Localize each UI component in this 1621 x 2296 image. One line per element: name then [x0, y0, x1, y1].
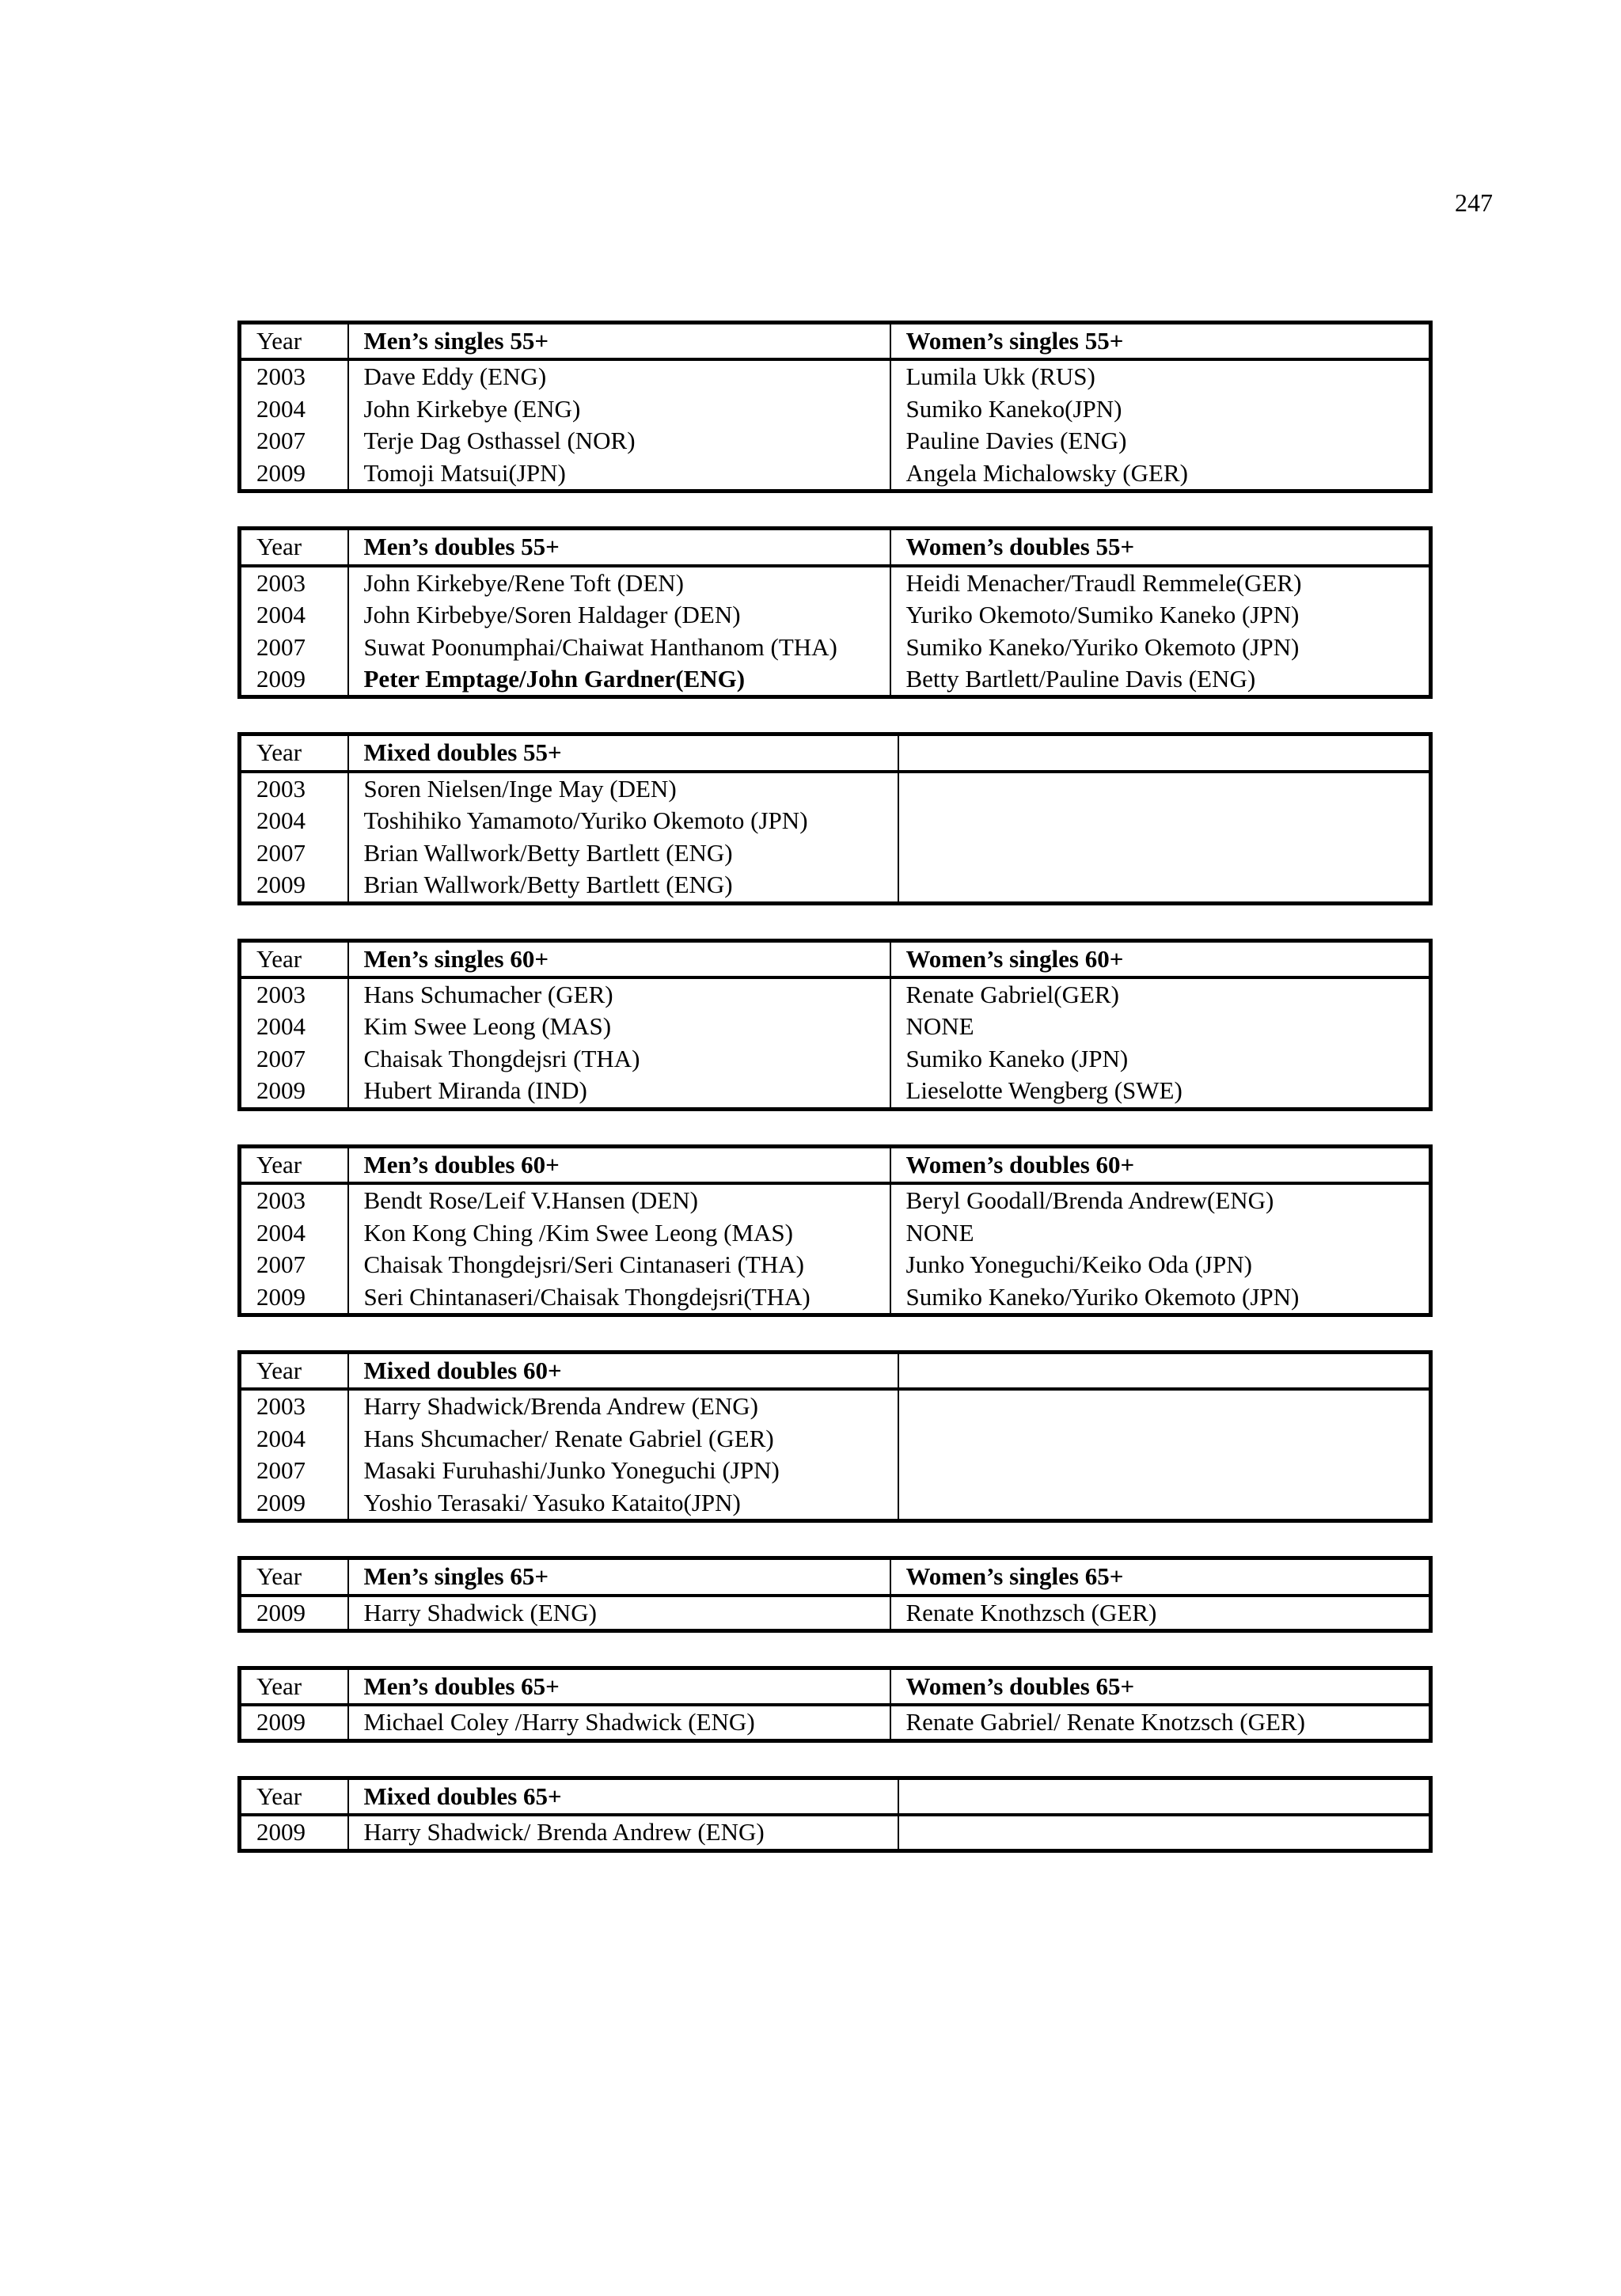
year-cell: 2009 [240, 1281, 348, 1315]
winner-cell: Yoshio Terasaki/ Yasuko Kataito(JPN) [348, 1487, 898, 1521]
category-header: Women’s doubles 65+ [890, 1668, 1431, 1706]
winner-cell: Chaisak Thongdejsri/Seri Cintanaseri (THA) [348, 1249, 890, 1281]
winner-cell: Renate Knothzsch (GER) [890, 1596, 1431, 1631]
table-header-row [240, 1146, 1431, 1183]
table-row [240, 599, 1431, 631]
winner-cell: Sumiko Kaneko/Yuriko Okemoto (JPN) [890, 632, 1431, 663]
winner-cell: Junko Yoneguchi/Keiko Oda (JPN) [890, 1249, 1431, 1281]
year-column-header: Year [240, 323, 348, 360]
year-cell: 2003 [240, 566, 348, 599]
winner-cell: John Kirbebye/Soren Haldager (DEN) [348, 599, 890, 631]
year-cell: 2003 [240, 772, 348, 805]
year-cell: 2009 [240, 1075, 348, 1109]
table-row [240, 1043, 1431, 1075]
category-header: Mixed doubles 55+ [348, 734, 898, 772]
table-row [240, 632, 1431, 663]
winner-cell: Chaisak Thongdejsri (THA) [348, 1043, 890, 1075]
winner-cell: Betty Bartlett/Pauline Davis (ENG) [890, 663, 1431, 697]
table-row [240, 425, 1431, 457]
winner-cell [898, 1815, 1431, 1850]
winner-cell: Hubert Miranda (IND) [348, 1075, 890, 1109]
winner-cell: Pauline Davies (ENG) [890, 425, 1431, 457]
winner-cell: Suwat Poonumphai/Chaiwat Hanthanom (THA) [348, 632, 890, 663]
table-row [240, 1075, 1431, 1109]
year-cell: 2003 [240, 1389, 348, 1422]
table-header-row [240, 529, 1431, 566]
category-header: Women’s doubles 60+ [890, 1146, 1431, 1183]
year-cell: 2009 [240, 1487, 348, 1521]
year-column-header: Year [240, 1668, 348, 1706]
winner-cell: Harry Shadwick (ENG) [348, 1596, 890, 1631]
category-header: Women’s singles 60+ [890, 940, 1431, 977]
winner-cell: NONE [890, 1011, 1431, 1042]
winner-cell: NONE [890, 1217, 1431, 1249]
winner-cell: Beryl Goodall/Brenda Andrew(ENG) [890, 1183, 1431, 1216]
winner-cell [898, 837, 1431, 869]
results-table [237, 732, 1433, 905]
winner-cell: Terje Dag Osthassel (NOR) [348, 425, 890, 457]
winner-cell: Harry Shadwick/ Brenda Andrew (ENG) [348, 1815, 898, 1850]
table-row [240, 1249, 1431, 1281]
winner-cell: Soren Nielsen/Inge May (DEN) [348, 772, 898, 805]
year-cell: 2004 [240, 393, 348, 425]
year-cell: 2009 [240, 663, 348, 697]
table-row [240, 977, 1431, 1011]
category-header [898, 1778, 1431, 1815]
winner-cell: Angela Michalowsky (GER) [890, 457, 1431, 491]
winner-cell: Lieselotte Wengberg (SWE) [890, 1075, 1431, 1109]
year-cell: 2007 [240, 1455, 348, 1486]
table-header-row [240, 1352, 1431, 1389]
winner-cell: Yuriko Okemoto/Sumiko Kaneko (JPN) [890, 599, 1431, 631]
year-column-header: Year [240, 529, 348, 566]
winner-cell [898, 1487, 1431, 1521]
results-table [237, 1144, 1433, 1317]
category-header: Men’s singles 65+ [348, 1558, 890, 1596]
winner-cell: Michael Coley /Harry Shadwick (ENG) [348, 1705, 890, 1740]
table-row [240, 805, 1431, 837]
winner-cell: Tomoji Matsui(JPN) [348, 457, 890, 491]
table-row [240, 869, 1431, 903]
winner-cell: Peter Emptage/John Gardner(ENG) [348, 663, 890, 697]
table-header-row [240, 940, 1431, 977]
results-table [237, 1350, 1433, 1523]
winner-cell: Lumila Ukk (RUS) [890, 359, 1431, 393]
results-table [237, 1556, 1433, 1633]
winner-cell: Hans Schumacher (GER) [348, 977, 890, 1011]
winner-cell: Sumiko Kaneko (JPN) [890, 1043, 1431, 1075]
winner-cell: Renate Gabriel/ Renate Knotzsch (GER) [890, 1705, 1431, 1740]
category-header: Women’s doubles 55+ [890, 529, 1431, 566]
winner-cell: Masaki Furuhashi/Junko Yoneguchi (JPN) [348, 1455, 898, 1486]
winner-cell: Harry Shadwick/Brenda Andrew (ENG) [348, 1389, 898, 1422]
table-row [240, 1389, 1431, 1422]
results-tables [237, 321, 1433, 1853]
winner-cell: Heidi Menacher/Traudl Remmele(GER) [890, 566, 1431, 599]
winner-cell: Brian Wallwork/Betty Bartlett (ENG) [348, 869, 898, 903]
winner-cell: Dave Eddy (ENG) [348, 359, 890, 393]
winner-cell: Seri Chintanaseri/Chaisak Thongdejsri(THA) [348, 1281, 890, 1315]
table-row [240, 1281, 1431, 1315]
category-header: Mixed doubles 60+ [348, 1352, 898, 1389]
year-cell: 2004 [240, 1217, 348, 1249]
table-row [240, 837, 1431, 869]
winner-cell: Sumiko Kaneko(JPN) [890, 393, 1431, 425]
category-header: Mixed doubles 65+ [348, 1778, 898, 1815]
year-cell: 2007 [240, 1043, 348, 1075]
year-cell: 2009 [240, 869, 348, 903]
winner-cell [898, 772, 1431, 805]
year-cell: 2003 [240, 359, 348, 393]
table-row [240, 1596, 1431, 1631]
category-header: Women’s singles 65+ [890, 1558, 1431, 1596]
table-header-row [240, 1558, 1431, 1596]
table-header-row [240, 1668, 1431, 1706]
year-column-header: Year [240, 1146, 348, 1183]
year-cell: 2007 [240, 425, 348, 457]
year-cell: 2009 [240, 1705, 348, 1740]
winner-cell [898, 1423, 1431, 1455]
category-header: Men’s doubles 55+ [348, 529, 890, 566]
category-header [898, 734, 1431, 772]
year-cell: 2007 [240, 1249, 348, 1281]
results-table [237, 1666, 1433, 1743]
year-cell: 2007 [240, 837, 348, 869]
table-row [240, 457, 1431, 491]
year-column-header: Year [240, 1558, 348, 1596]
table-row [240, 359, 1431, 393]
year-cell: 2004 [240, 1423, 348, 1455]
table-row [240, 1705, 1431, 1740]
table-header-row [240, 323, 1431, 360]
category-header: Men’s singles 55+ [348, 323, 890, 360]
year-cell: 2004 [240, 599, 348, 631]
category-header: Men’s doubles 60+ [348, 1146, 890, 1183]
table-row [240, 772, 1431, 805]
table-row [240, 393, 1431, 425]
year-cell: 2004 [240, 1011, 348, 1042]
winner-cell: Bendt Rose/Leif V.Hansen (DEN) [348, 1183, 890, 1216]
winner-cell: Kon Kong Ching /Kim Swee Leong (MAS) [348, 1217, 890, 1249]
category-header [898, 1352, 1431, 1389]
category-header: Men’s singles 60+ [348, 940, 890, 977]
page-number: 247 [1455, 188, 1493, 217]
table-header-row [240, 734, 1431, 772]
category-header: Men’s doubles 65+ [348, 1668, 890, 1706]
winner-cell [898, 1455, 1431, 1486]
table-row [240, 1011, 1431, 1042]
winner-cell: John Kirkebye/Rene Toft (DEN) [348, 566, 890, 599]
winner-cell: Sumiko Kaneko/Yuriko Okemoto (JPN) [890, 1281, 1431, 1315]
winner-cell: Renate Gabriel(GER) [890, 977, 1431, 1011]
table-row [240, 1815, 1431, 1850]
winner-cell [898, 1389, 1431, 1422]
results-table [237, 321, 1433, 493]
table-row [240, 1183, 1431, 1216]
winner-cell [898, 869, 1431, 903]
winner-cell: John Kirkebye (ENG) [348, 393, 890, 425]
year-column-header: Year [240, 1352, 348, 1389]
table-row [240, 1455, 1431, 1486]
table-row [240, 1487, 1431, 1521]
year-cell: 2007 [240, 632, 348, 663]
table-row [240, 1217, 1431, 1249]
year-column-header: Year [240, 734, 348, 772]
year-cell: 2004 [240, 805, 348, 837]
winner-cell: Kim Swee Leong (MAS) [348, 1011, 890, 1042]
year-column-header: Year [240, 1778, 348, 1815]
results-table [237, 1776, 1433, 1853]
year-cell: 2009 [240, 457, 348, 491]
winner-cell: Brian Wallwork/Betty Bartlett (ENG) [348, 837, 898, 869]
table-header-row [240, 1778, 1431, 1815]
year-cell: 2003 [240, 977, 348, 1011]
year-cell: 2003 [240, 1183, 348, 1216]
winner-cell: Hans Shcumacher/ Renate Gabriel (GER) [348, 1423, 898, 1455]
table-row [240, 566, 1431, 599]
winner-cell [898, 805, 1431, 837]
results-table [237, 526, 1433, 699]
category-header: Women’s singles 55+ [890, 323, 1431, 360]
year-column-header: Year [240, 940, 348, 977]
table-row [240, 1423, 1431, 1455]
results-table [237, 939, 1433, 1111]
table-row [240, 663, 1431, 697]
winner-cell: Toshihiko Yamamoto/Yuriko Okemoto (JPN) [348, 805, 898, 837]
year-cell: 2009 [240, 1596, 348, 1631]
year-cell: 2009 [240, 1815, 348, 1850]
